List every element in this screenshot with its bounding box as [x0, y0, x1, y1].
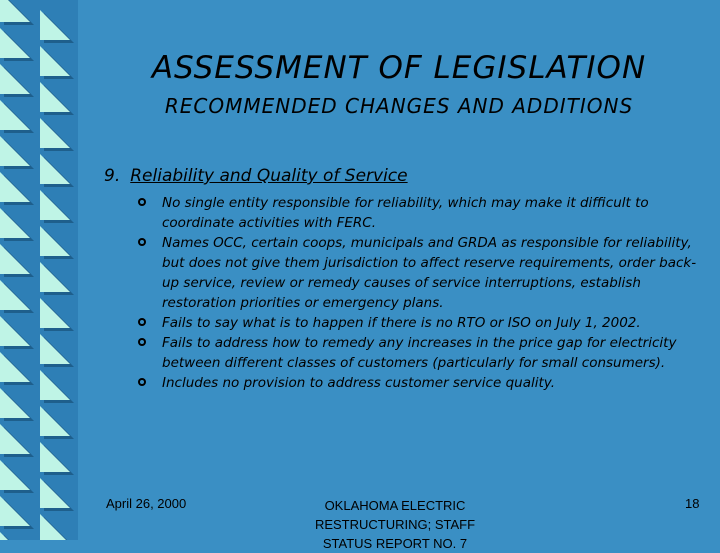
triangle-decoration	[40, 442, 70, 472]
triangle-decoration	[40, 154, 70, 184]
bullet-icon	[138, 378, 146, 386]
bullet-text: No single entity responsible for reliability, which may make it difficult to coordinate activities with FERC.	[162, 195, 649, 231]
triangle-decoration	[40, 226, 70, 256]
triangle-decoration	[40, 262, 70, 292]
triangle-shadow	[4, 535, 34, 540]
triangle-pattern	[0, 0, 78, 540]
triangle-decoration	[40, 10, 70, 40]
bullet-list	[136, 193, 704, 393]
slide-subtitle: RECOMMENDED CHANGES AND ADDITIONS	[164, 94, 634, 118]
triangle-decoration	[0, 100, 30, 130]
triangle-decoration	[40, 46, 70, 76]
bullet-text: Fails to address how to remedy any increases in the price gap for electricity between different classes of customers (particularly for small consumers).	[162, 335, 677, 371]
triangle-decoration	[0, 0, 30, 22]
bullet-text: Fails to say what is to happen if there is no RTO or ISO on July 1, 2002.	[162, 315, 641, 331]
bullet-item	[136, 193, 704, 233]
triangle-decoration	[40, 298, 70, 328]
bullet-item	[136, 333, 704, 373]
bullet-icon	[138, 318, 146, 326]
triangle-decoration	[40, 334, 70, 364]
section-number: 9.	[104, 166, 121, 186]
triangle-decoration	[0, 64, 30, 94]
footer-center-text: OKLAHOMA ELECTRIC RESTRUCTURING; STAFF STATUS REPORT NO. 7	[314, 498, 476, 551]
triangle-decoration	[0, 136, 30, 166]
triangle-decoration	[40, 478, 70, 508]
triangle-decoration	[40, 190, 70, 220]
triangle-decoration	[0, 388, 30, 418]
triangle-decoration	[0, 280, 30, 310]
section-heading	[104, 166, 408, 186]
bullet-item	[136, 313, 704, 333]
triangle-decoration	[0, 460, 30, 490]
triangle-decoration	[40, 118, 70, 148]
bullet-text: Names OCC, certain coops, municipals and GRDA as responsible for reliability, but does not give them jurisdiction to affect reserve requirements, order back-up service, review or remedy causes of service interruptions, establish restoration priorities or emergency plans.	[162, 235, 697, 311]
bullet-icon	[138, 338, 146, 346]
left-decorative-band	[0, 0, 78, 540]
slide-title: ASSESSMENT OF LEGISLATION	[151, 50, 647, 86]
section-label: Reliability and Quality of Service	[130, 166, 408, 186]
footer-date: April 26, 2000	[106, 496, 187, 511]
triangle-decoration	[40, 82, 70, 112]
triangle-decoration	[0, 208, 30, 238]
triangle-decoration	[0, 244, 30, 274]
bullet-item	[136, 373, 704, 393]
triangle-decoration	[0, 496, 30, 526]
triangle-decoration	[40, 406, 70, 436]
triangle-decoration	[0, 316, 30, 346]
bullet-item	[136, 233, 704, 313]
triangle-decoration	[0, 424, 30, 454]
triangle-decoration	[40, 370, 70, 400]
bullet-icon	[138, 198, 146, 206]
bullet-text: Includes no provision to address customer service quality.	[162, 375, 555, 391]
page-number: 18	[685, 496, 700, 511]
triangle-decoration	[0, 172, 30, 202]
triangle-decoration	[0, 352, 30, 382]
bullet-icon	[138, 238, 146, 246]
triangle-decoration	[0, 28, 30, 58]
